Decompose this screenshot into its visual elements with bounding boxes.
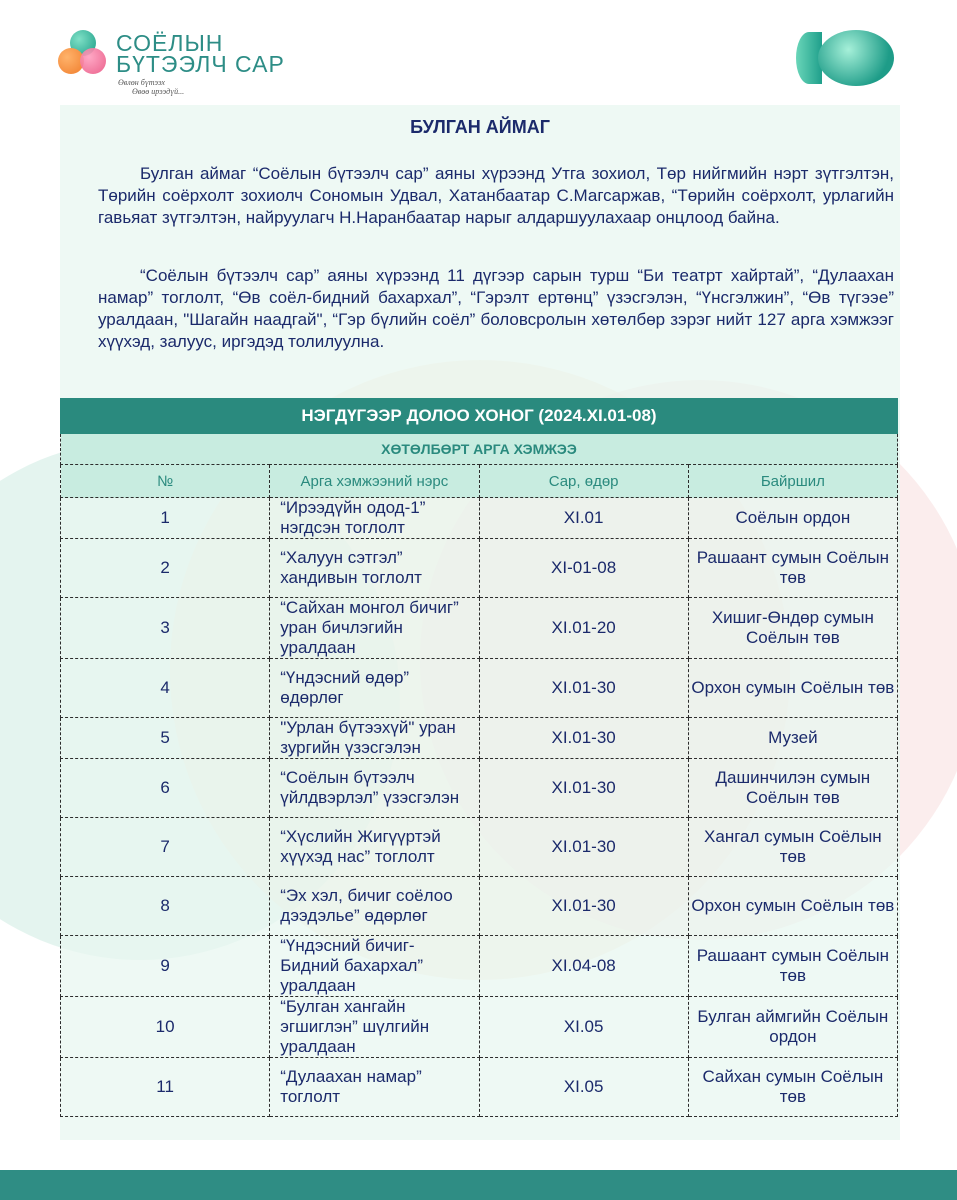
row-event-name: “Соёлын бүтээлч үйлдвэрлэл” үзэсгэлэн: [270, 759, 479, 818]
row-number: 9: [61, 936, 270, 997]
badge-zero-shape: [818, 30, 894, 86]
row-location: Орхон сумын Соёлын төв: [688, 877, 897, 936]
row-location: Музей: [688, 718, 897, 759]
row-number: 10: [61, 997, 270, 1058]
row-location: Хишиг-Өндөр сумын Соёлын төв: [688, 598, 897, 659]
table-row: [61, 1058, 898, 1117]
anniversary-10-icon: [796, 30, 896, 86]
table-row: [61, 877, 898, 936]
row-date: XI.05: [479, 997, 688, 1058]
row-date: XI.01-30: [479, 759, 688, 818]
row-date: XI.01-30: [479, 818, 688, 877]
row-location: Дашинчилэн сумын Соёлын төв: [688, 759, 897, 818]
row-number: 5: [61, 718, 270, 759]
row-date: XI.01-20: [479, 598, 688, 659]
intro-paragraph: Булган аймаг “Соёлын бүтээлч сар” аяны хүрээнд Утга зохиол, Төр нийгмийн нэрт зүтгэлтэн, Төрийн соёрхолт зохиолч Сономын Удвал, Хатанбаатар С.Магсаржав, “Төрийн соёрхолт, урлагийн гавьяат зүтгэлтэн, найруулагч Н.Наранбаатар нарыг алдаршуулахаар онцлоод байна.: [98, 164, 894, 227]
row-number: 8: [61, 877, 270, 936]
row-number: 2: [61, 539, 270, 598]
header-number: №: [61, 465, 270, 498]
row-date: XI.01-30: [479, 877, 688, 936]
week-title-banner: НЭГДҮГЭЭР ДОЛОО ХОНОГ (2024.XI.01-08): [60, 398, 898, 434]
row-date: XI-01-08: [479, 539, 688, 598]
logo-dots-icon: [58, 28, 110, 78]
row-number: 7: [61, 818, 270, 877]
row-event-name: “Дулаахан намар” тоглолт: [270, 1058, 479, 1117]
header-date: Сар, өдөр: [479, 465, 688, 498]
program-paragraph: “Соёлын бүтээлч сар” аяны хүрээнд 11 дүгээр сарын турш “Би театрт хайртай”, “Дулаахан намар” тоглолт, “Өв соёл-бидний бахархал”, “Гэрэлт ертөнц” үзэсгэлэн, “Үнсгэлжин”, “Өв түгээе” уралдаан, "Шагайн наадгай", “Гэр бүлийн соёл” боловсролын хөтөлбөр зэрэг нийт 127 арга хэмжээг хүүхэд, залуус, иргэдэд толилуулна.: [98, 266, 894, 351]
pink-dot: [80, 48, 106, 74]
table-row: [61, 598, 898, 659]
row-date: XI.01: [479, 498, 688, 539]
table-row: [61, 759, 898, 818]
brand-logo: [58, 28, 288, 98]
row-date: XI.04-08: [479, 936, 688, 997]
header-event-name: Арга хэмжээний нэрс: [270, 465, 479, 498]
row-location: Сайхан сумын Соёлын төв: [688, 1058, 897, 1117]
table-row: [61, 659, 898, 718]
logo-tagline-2: Өвөө ирээдүй...: [132, 87, 185, 96]
table-subtitle: ХӨТӨЛБӨРТ АРГА ХЭМЖЭЭ: [61, 434, 898, 465]
logo-title-line1: СОЁЛЫН: [116, 30, 224, 56]
row-number: 3: [61, 598, 270, 659]
row-number: 1: [61, 498, 270, 539]
row-event-name: “Үндэсний өдөр” өдөрлөг: [270, 659, 479, 718]
row-number: 11: [61, 1058, 270, 1117]
table-row: [61, 718, 898, 759]
table-row: [61, 818, 898, 877]
row-number: 6: [61, 759, 270, 818]
row-location: Рашаант сумын Соёлын төв: [688, 539, 897, 598]
row-location: Рашаант сумын Соёлын төв: [688, 936, 897, 997]
row-date: XI.01-30: [479, 718, 688, 759]
row-location: Булган аймгийн Соёлын ордон: [688, 997, 897, 1058]
row-event-name: “Хүслийн Жигүүртэй хүүхэд нас” тоглолт: [270, 818, 479, 877]
table-row: [61, 539, 898, 598]
row-location: Соёлын ордон: [688, 498, 897, 539]
header-location: Байршил: [688, 465, 897, 498]
row-location: Хангал сумын Соёлын төв: [688, 818, 897, 877]
events-table: [60, 434, 898, 1117]
footer-bar: [0, 1170, 957, 1200]
logo-title-line2: БҮТЭЭЛЧ САР: [116, 51, 285, 77]
row-date: XI.01-30: [479, 659, 688, 718]
row-event-name: "Урлан бүтээхүй" уран зургийн үзэсгэлэн: [270, 718, 479, 759]
row-event-name: “Эх хэл, бичиг соёлоо дээдэлье” өдөрлөг: [270, 877, 479, 936]
row-event-name: “Халуун сэтгэл” хандивын тоглолт: [270, 539, 479, 598]
row-location: Орхон сумын Соёлын төв: [688, 659, 897, 718]
row-date: XI.05: [479, 1058, 688, 1117]
section-title: БУЛГАН АЙМАГ: [410, 117, 550, 137]
row-event-name: “Ирээдүйн одод-1” нэгдсэн тоглолт: [270, 498, 479, 539]
table-row: [61, 936, 898, 997]
table-row: [61, 498, 898, 539]
row-event-name: “Үндэсний бичиг-Бидний бахархал” уралдаан: [270, 936, 479, 997]
table-row: [61, 997, 898, 1058]
row-event-name: “Сайхан монгол бичиг” уран бичлэгийн уралдаан: [270, 598, 479, 659]
logo-tagline-1: Өвлөн бүтээх: [118, 78, 165, 87]
row-event-name: “Булган хангайн эгшиглэн” шүлгийн уралдаан: [270, 997, 479, 1058]
row-number: 4: [61, 659, 270, 718]
